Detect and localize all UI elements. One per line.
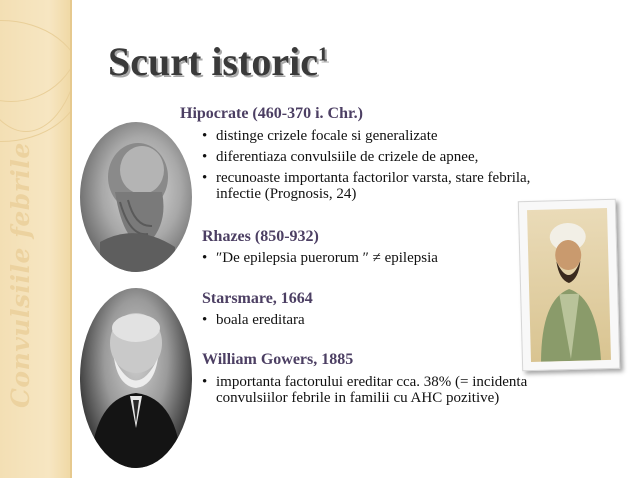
bullet-text: recunoaste importanta factorilor varsta, stare febrila, xyxy=(216,170,531,186)
bullet-continuation xyxy=(216,391,499,406)
bullet-text: convulsiilor febrile in familii cu AHC pozitive) xyxy=(216,390,500,406)
section-heading-rhazes: Rhazes (850-932) xyxy=(202,228,319,245)
bullet-text: ″De epilepsia puerorum ″ ≠ epilepsia xyxy=(216,250,438,266)
bullet-text: importanta factorului ereditar cca. 38% (= incidenta xyxy=(216,374,528,390)
bullet-glyph: • xyxy=(202,128,208,144)
bullet-glyph: • xyxy=(202,149,208,165)
title-footnote-marker: 1 xyxy=(317,43,328,66)
bullet-glyph: • xyxy=(202,250,208,266)
bullet-item xyxy=(202,251,438,266)
bullet-text: distinge crizele focale si generalizate xyxy=(216,128,438,144)
section-heading-starsmare: Starsmare, 1664 xyxy=(202,290,313,307)
section-heading-hipocrate: Hipocrate (460-370 i. Chr.) xyxy=(180,105,363,122)
bullet-text: diferentiaza convulsiile de crizele de apnee, xyxy=(216,149,479,165)
bullet-continuation xyxy=(216,187,356,202)
bullet-item xyxy=(202,129,438,144)
bullet-item xyxy=(202,375,527,390)
section-heading-gowers: William Gowers, 1885 xyxy=(202,351,354,368)
bullet-text: infectie (Prognosis, 24) xyxy=(216,186,357,202)
bullet-item xyxy=(202,150,478,165)
bullet-item xyxy=(202,171,530,186)
slide-title-text: Scurt istoric xyxy=(108,39,318,84)
bullet-glyph: • xyxy=(202,374,208,390)
bullet-glyph: • xyxy=(202,170,208,186)
bullet-glyph: • xyxy=(202,312,208,328)
bullet-text: boala ereditara xyxy=(216,312,305,328)
sidebar-label: Convulsiile febrile xyxy=(6,142,35,408)
bullet-item xyxy=(202,313,305,328)
